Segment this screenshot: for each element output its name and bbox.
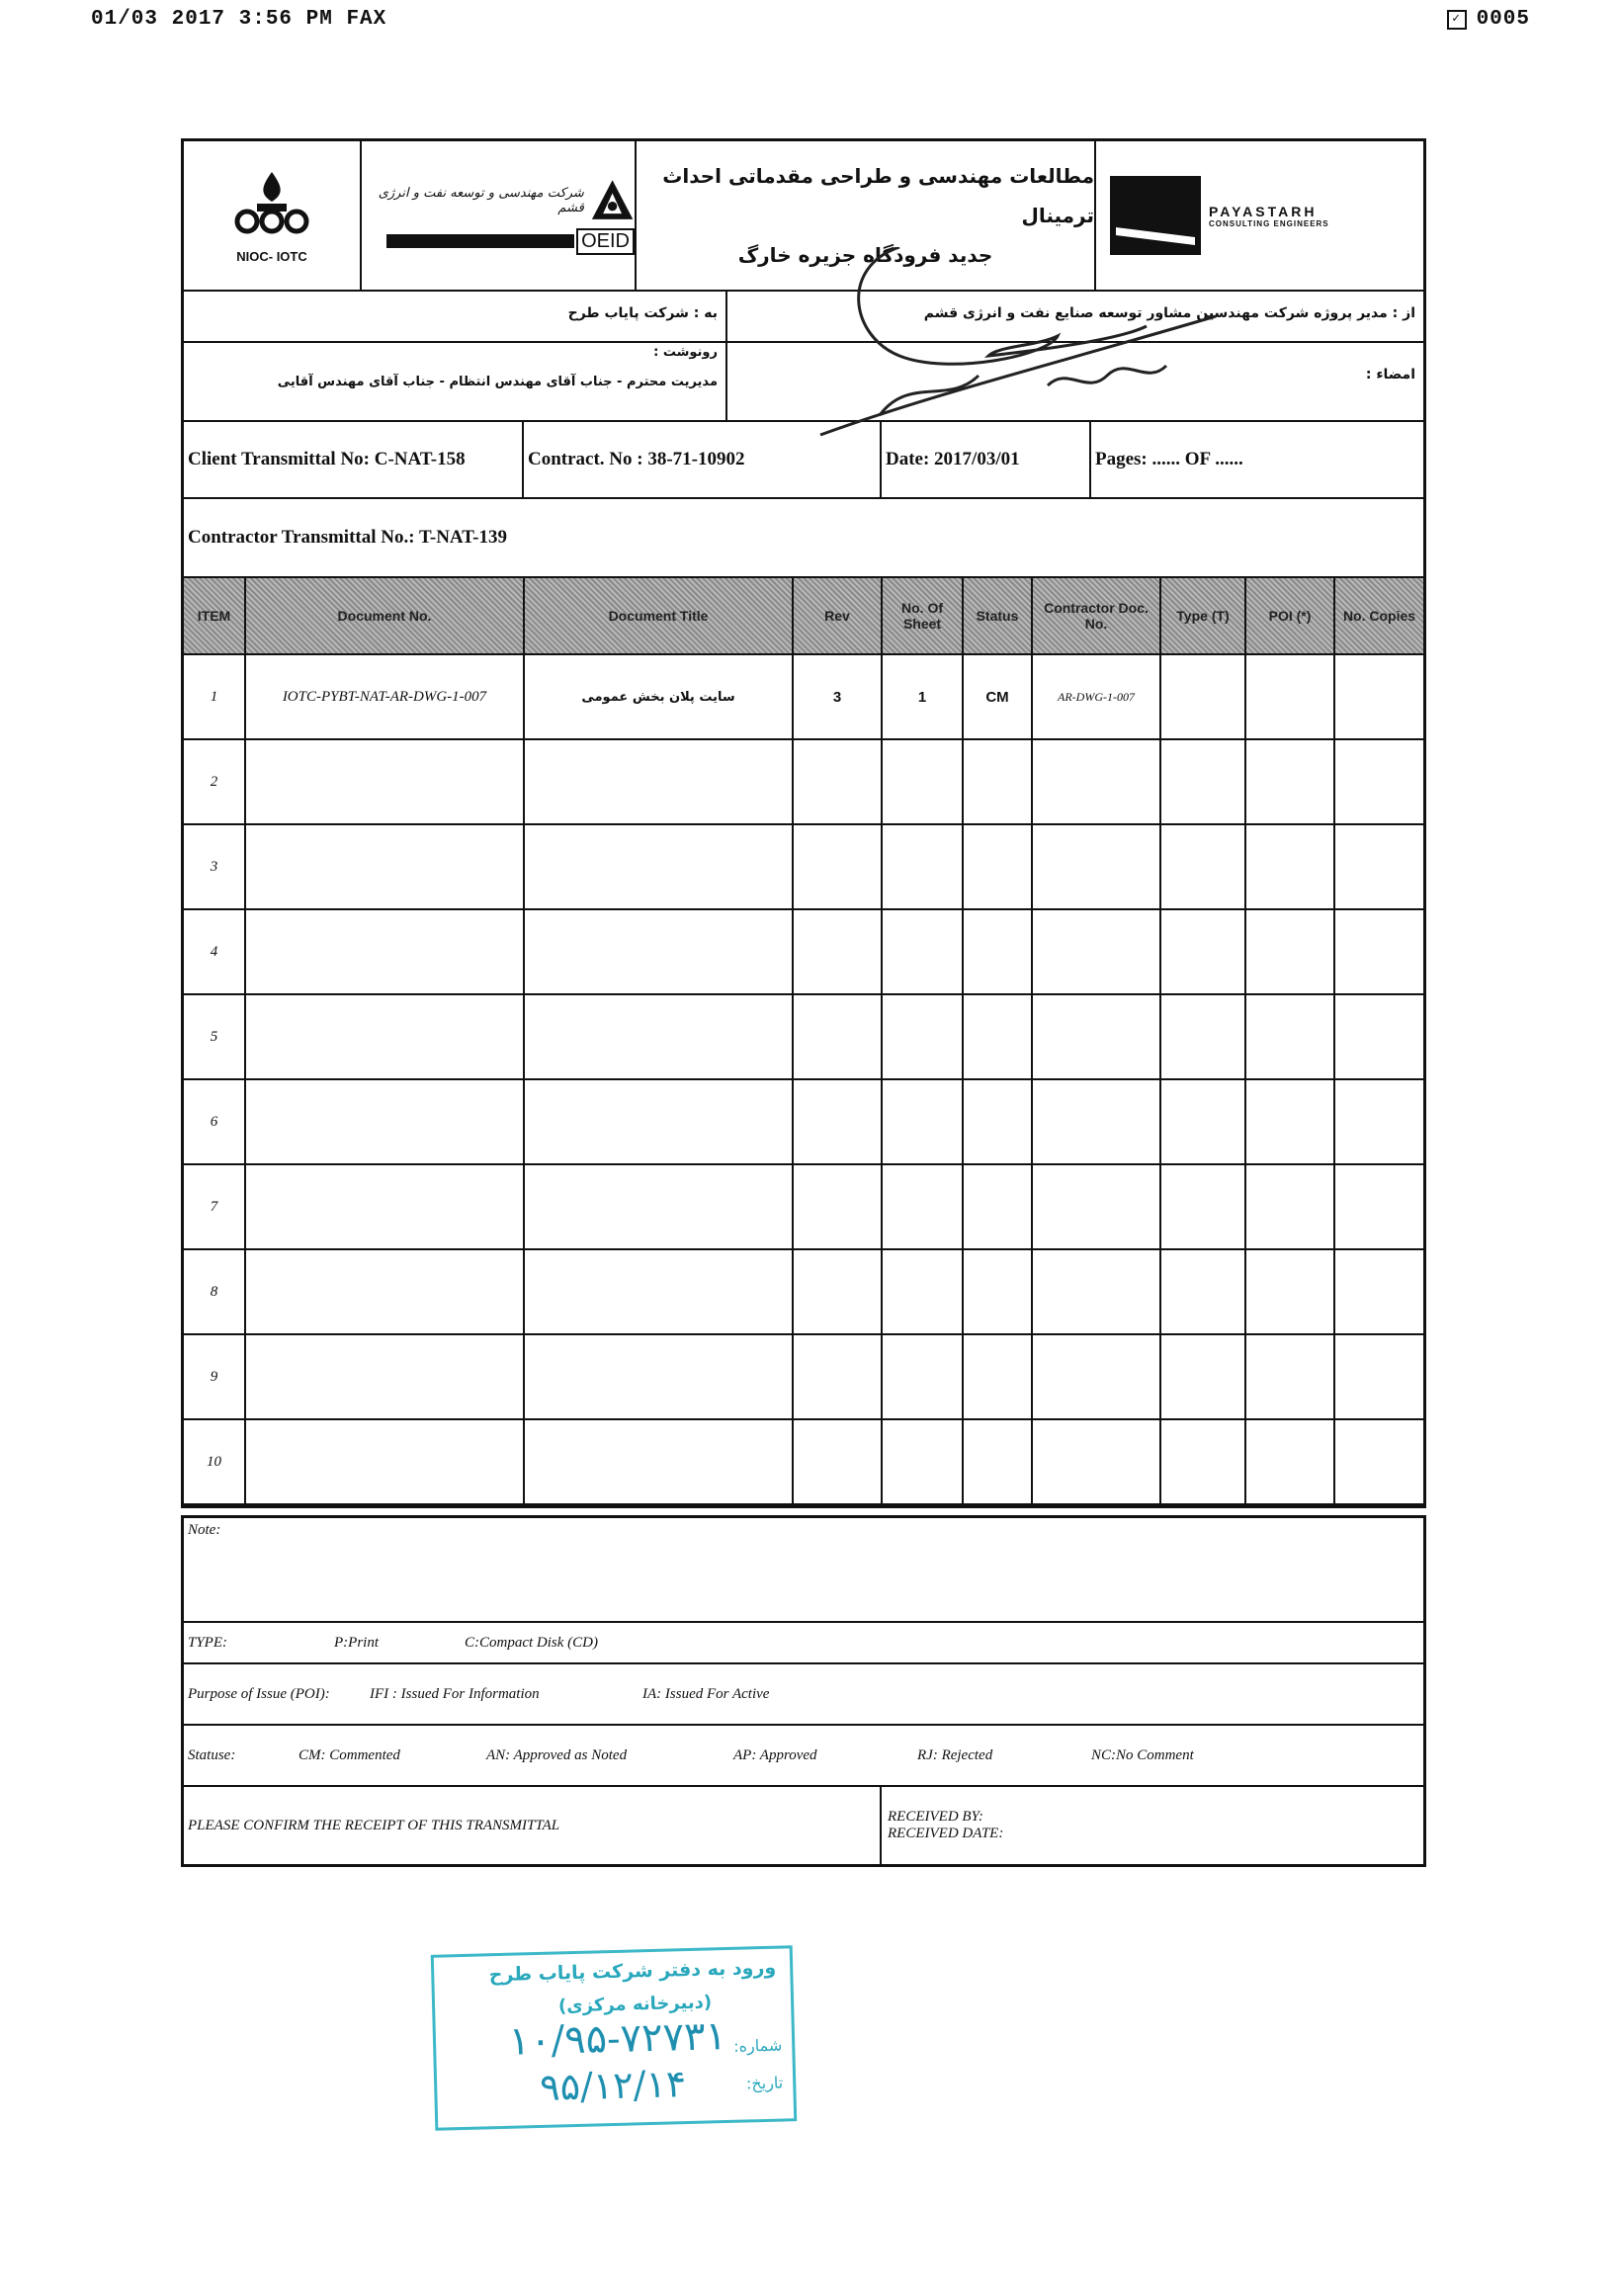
cell-status xyxy=(963,1334,1032,1419)
payastarh-name: PAYASTARH xyxy=(1209,203,1318,219)
cell-status xyxy=(963,1079,1032,1164)
table-row xyxy=(184,1249,1423,1334)
payastarh-logo xyxy=(1096,141,1423,290)
cell-poi xyxy=(1245,654,1334,739)
cell-item: 7 xyxy=(184,1164,245,1249)
contract-number xyxy=(524,422,882,497)
received-cell xyxy=(882,1787,1423,1864)
cell-contractor-doc xyxy=(1032,994,1160,1079)
cell-poi xyxy=(1245,994,1334,1079)
header-item: ITEM xyxy=(184,578,245,654)
cell-contractor-doc xyxy=(1032,824,1160,909)
fax-page-number: 0005 xyxy=(1476,8,1530,31)
cell-copies xyxy=(1334,739,1423,824)
poi-ifi: IFI : Issued For Information xyxy=(370,1685,540,1702)
items-table-header xyxy=(184,578,1423,654)
cell-contractor-doc: AR-DWG-1-007 xyxy=(1032,654,1160,739)
cell-item: 6 xyxy=(184,1079,245,1164)
from-cell xyxy=(725,292,1423,341)
cell-type xyxy=(1160,994,1245,1079)
oeid-persian-name: شرکت مهندسی و توسعه نفت و انرژی قشم xyxy=(378,185,584,215)
from-to-row xyxy=(184,292,1423,343)
fax-header xyxy=(91,8,1530,38)
cell-document-no xyxy=(245,739,524,824)
cell-copies xyxy=(1334,824,1423,909)
header-rev: Rev xyxy=(793,578,882,654)
cell-copies xyxy=(1334,1079,1423,1164)
oeid-triangle-icon xyxy=(590,177,635,224)
stamp-date-label: تاریخ: xyxy=(745,2073,784,2093)
cell-type xyxy=(1160,654,1245,739)
cell-type xyxy=(1160,909,1245,994)
cell-item: 4 xyxy=(184,909,245,994)
cell-sheets xyxy=(882,994,963,1079)
status-legend-row xyxy=(184,1726,1423,1787)
cell-document-no: IOTC-PYBT-NAT-AR-DWG-1-007 xyxy=(245,654,524,739)
type-label: TYPE: xyxy=(188,1634,228,1651)
receipt-stamp xyxy=(431,1945,798,2131)
status-cm: CM: Commented xyxy=(298,1746,400,1763)
header-document-title: Document Title xyxy=(524,578,793,654)
cell-copies xyxy=(1334,1419,1423,1504)
cell-document-no xyxy=(245,994,524,1079)
received-by: RECEIVED BY: xyxy=(888,1809,983,1825)
cell-document-title xyxy=(524,739,793,824)
fax-page xyxy=(1447,8,1530,31)
cell-item: 1 xyxy=(184,654,245,739)
oeid-label: OEID xyxy=(576,228,635,255)
cell-document-title xyxy=(524,1249,793,1334)
table-row xyxy=(184,909,1423,994)
stamp-number-label: شماره: xyxy=(732,2035,783,2056)
stamp-date-value: ۹۵/۱۲/۱۴ xyxy=(539,2062,687,2109)
cell-rev xyxy=(793,1164,882,1249)
project-title-line2: جدید فرودگاه جزیره خارگ xyxy=(737,243,993,267)
cell-document-no xyxy=(245,1334,524,1419)
cell-document-no xyxy=(245,909,524,994)
cell-type xyxy=(1160,1419,1245,1504)
status-ap: AP: Approved xyxy=(733,1746,817,1763)
client-transmittal xyxy=(184,422,524,497)
cc-value: مدیریت محترم - جناب آقای مهندس انتظام - جناب آقای مهندس آقایی xyxy=(277,375,718,389)
cell-copies xyxy=(1334,994,1423,1079)
cell-document-no xyxy=(245,1249,524,1334)
cell-sheets: 1 xyxy=(882,654,963,739)
cell-status: CM xyxy=(963,654,1032,739)
cell-status xyxy=(963,909,1032,994)
cell-sheets xyxy=(882,909,963,994)
cell-poi xyxy=(1245,1249,1334,1334)
pages-count xyxy=(1091,422,1423,497)
cell-item: 2 xyxy=(184,739,245,824)
cell-document-no xyxy=(245,824,524,909)
cell-type xyxy=(1160,1079,1245,1164)
header-document-no: Document No. xyxy=(245,578,524,654)
cell-document-title xyxy=(524,1419,793,1504)
cell-type xyxy=(1160,824,1245,909)
table-row xyxy=(184,1334,1423,1419)
cell-document-title xyxy=(524,1334,793,1419)
cell-poi xyxy=(1245,739,1334,824)
cell-status xyxy=(963,739,1032,824)
type-cd: C:Compact Disk (CD) xyxy=(465,1634,598,1651)
poi-legend-row xyxy=(184,1664,1423,1726)
table-row xyxy=(184,1164,1423,1249)
fax-timestamp: 01/03 2017 3:56 PM FAX xyxy=(91,8,387,31)
status-an: AN: Approved as Noted xyxy=(486,1746,628,1763)
cell-rev xyxy=(793,994,882,1079)
transmittal-date-text: Date: 2017/03/01 xyxy=(886,449,1020,469)
stamp-subtitle: (دبیرخانه مرکزی) xyxy=(557,1992,713,2017)
oeid-logo xyxy=(362,141,637,290)
cell-type xyxy=(1160,1334,1245,1419)
cell-copies xyxy=(1334,1164,1423,1249)
cell-contractor-doc xyxy=(1032,1249,1160,1334)
items-table xyxy=(184,578,1423,1505)
header-poi: POI (*) xyxy=(1245,578,1334,654)
cell-status xyxy=(963,994,1032,1079)
cell-status xyxy=(963,1419,1032,1504)
cell-document-no xyxy=(245,1419,524,1504)
project-title-line1: مطالعات مهندسی و طراحی مقدماتی احداث ترمینال xyxy=(662,164,1094,227)
header-status: Status xyxy=(963,578,1032,654)
cell-sheets xyxy=(882,1334,963,1419)
items-table-body xyxy=(184,654,1423,1504)
cell-contractor-doc xyxy=(1032,1164,1160,1249)
cell-contractor-doc xyxy=(1032,1334,1160,1419)
cell-item: 3 xyxy=(184,824,245,909)
type-print: P:Print xyxy=(334,1634,379,1651)
payastarh-subtitle: CONSULTING ENGINEERS xyxy=(1209,218,1329,228)
status-nc: NC:No Comment xyxy=(1091,1746,1194,1763)
stamp-number-value: ۱۰/۹۵-۷۲۷۳۱ xyxy=(508,2013,727,2065)
cell-contractor-doc xyxy=(1032,1419,1160,1504)
cell-rev xyxy=(793,1419,882,1504)
to-cell xyxy=(184,292,725,341)
cell-rev xyxy=(793,1334,882,1419)
cell-poi xyxy=(1245,1079,1334,1164)
cell-item: 10 xyxy=(184,1419,245,1504)
cell-poi xyxy=(1245,1419,1334,1504)
payastarh-emblem-icon xyxy=(1110,176,1201,255)
to-text: به : شرکت پایاب طرح xyxy=(567,305,718,321)
notes-legend xyxy=(181,1515,1426,1867)
meta-row xyxy=(184,422,1423,499)
note-row xyxy=(184,1518,1423,1623)
cell-document-title xyxy=(524,909,793,994)
confirm-text: PLEASE CONFIRM THE RECEIPT OF THIS TRANSMITTAL xyxy=(188,1817,560,1833)
cell-copies xyxy=(1334,654,1423,739)
cell-poi xyxy=(1245,1164,1334,1249)
stamp-title: ورود به دفتر شرکت پایاب طرح xyxy=(488,1956,777,1987)
transmittal-form xyxy=(181,138,1426,1508)
cell-copies xyxy=(1334,1249,1423,1334)
receipt-row xyxy=(184,1787,1423,1864)
header-sheets: No. Of Sheet xyxy=(882,578,963,654)
poi-label: Purpose of Issue (POI): xyxy=(188,1685,330,1702)
cell-status xyxy=(963,1164,1032,1249)
note-label: Note: xyxy=(188,1522,221,1538)
cell-document-title: سایت پلان بخش عمومی xyxy=(524,654,793,739)
cell-status xyxy=(963,824,1032,909)
received-date: RECEIVED DATE: xyxy=(888,1826,1004,1841)
from-text: از : مدیر پروژه شرکت مهندسین مشاور توسعه صنایع نفت و انرژی قشم xyxy=(923,305,1415,321)
table-row xyxy=(184,739,1423,824)
cell-contractor-doc xyxy=(1032,909,1160,994)
status-label: Statuse: xyxy=(188,1746,236,1763)
cell-sheets xyxy=(882,1419,963,1504)
contractor-transmittal-text: Contractor Transmittal No.: T-NAT-139 xyxy=(188,527,507,548)
cell-poi xyxy=(1245,909,1334,994)
cell-type xyxy=(1160,1164,1245,1249)
table-row xyxy=(184,654,1423,739)
header-logos-row xyxy=(184,141,1423,292)
header-contractor-doc: Contractor Doc. No. xyxy=(1032,578,1160,654)
cell-rev: 3 xyxy=(793,654,882,739)
fax-checkbox-icon: ✓ xyxy=(1447,10,1467,30)
cell-sheets xyxy=(882,1164,963,1249)
cell-document-title xyxy=(524,824,793,909)
contract-number-text: Contract. No : 38-71-10902 xyxy=(528,449,745,469)
cell-document-title xyxy=(524,1164,793,1249)
transmittal-date xyxy=(882,422,1091,497)
status-rj: RJ: Rejected xyxy=(917,1746,993,1763)
poi-ia: IA: Issued For Active xyxy=(642,1685,770,1702)
cell-copies xyxy=(1334,1334,1423,1419)
header-copies: No. Copies xyxy=(1334,578,1423,654)
cell-type xyxy=(1160,1249,1245,1334)
table-row xyxy=(184,1079,1423,1164)
nioc-logo xyxy=(184,141,362,290)
client-transmittal-text: Client Transmittal No: C-NAT-158 xyxy=(188,449,466,469)
cc-label: رونوشت : xyxy=(653,345,718,360)
header-type: Type (T) xyxy=(1160,578,1245,654)
cell-contractor-doc xyxy=(1032,739,1160,824)
cell-copies xyxy=(1334,909,1423,994)
cell-poi xyxy=(1245,1334,1334,1419)
cell-poi xyxy=(1245,824,1334,909)
table-row xyxy=(184,1419,1423,1504)
cell-document-title xyxy=(524,994,793,1079)
signature-cc-row xyxy=(184,343,1423,422)
cell-document-no xyxy=(245,1164,524,1249)
cell-type xyxy=(1160,739,1245,824)
cell-item: 8 xyxy=(184,1249,245,1334)
cell-sheets xyxy=(882,1079,963,1164)
contractor-transmittal-row xyxy=(184,499,1423,578)
signature-label: امضاء : xyxy=(1365,367,1415,383)
cc-cell xyxy=(184,343,725,420)
cell-item: 5 xyxy=(184,994,245,1079)
cell-sheets xyxy=(882,739,963,824)
nioc-emblem-icon xyxy=(227,168,316,241)
cell-contractor-doc xyxy=(1032,1079,1160,1164)
cell-sheets xyxy=(882,824,963,909)
items-table-row xyxy=(184,578,1423,1505)
cell-item: 9 xyxy=(184,1334,245,1419)
table-row xyxy=(184,824,1423,909)
pages-count-text: Pages: ...... OF ...... xyxy=(1095,449,1243,469)
cell-sheets xyxy=(882,1249,963,1334)
cell-rev xyxy=(793,1079,882,1164)
signature-cell xyxy=(725,343,1423,420)
cell-document-title xyxy=(524,1079,793,1164)
project-title xyxy=(637,141,1096,290)
cell-rev xyxy=(793,909,882,994)
confirm-cell xyxy=(184,1787,882,1864)
cell-status xyxy=(963,1249,1032,1334)
table-row xyxy=(184,994,1423,1079)
cell-rev xyxy=(793,1249,882,1334)
type-legend-row xyxy=(184,1623,1423,1664)
cell-rev xyxy=(793,739,882,824)
cell-document-no xyxy=(245,1079,524,1164)
nioc-label: NIOC- IOTC xyxy=(236,248,307,264)
cell-rev xyxy=(793,824,882,909)
